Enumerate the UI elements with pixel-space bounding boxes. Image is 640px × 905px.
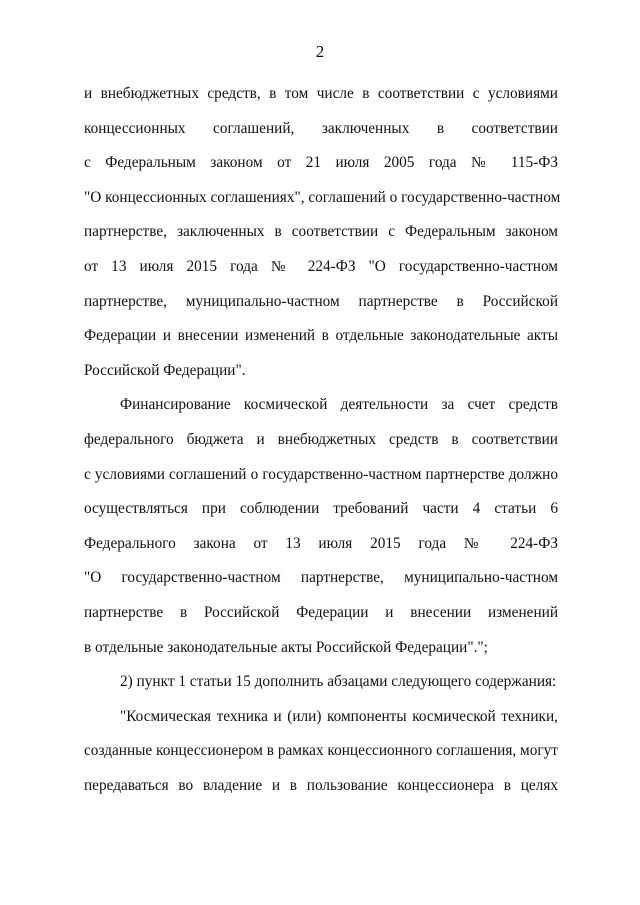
text-line: Федерации и внесении изменений в отдельные законодательные акты (84, 327, 558, 345)
text-line: созданные концессионером в рамках концессионного соглашения, могут (84, 742, 558, 760)
text-line: с условиями соглашений о государственно-частном партнерстве должно (84, 465, 558, 483)
text-line: концессионных соглашений, заключенных в соответствии (84, 119, 558, 137)
text-line: передаваться во владение и в пользование концессионера в целях (84, 776, 558, 794)
text-line: партнерстве, муниципально-частном партнерстве в Российской (84, 292, 558, 310)
text-line: партнерстве в Российской Федерации и внесении изменений (84, 603, 558, 621)
text-line: Российской Федерации". (84, 361, 246, 379)
text-line: Федерального закона от 13 июля 2015 года № 224-ФЗ (84, 534, 558, 552)
text-line: федерального бюджета и внебюджетных средств в соответствии (84, 430, 558, 448)
paragraph-first-line: "Космическая техника и (или) компоненты космической техники, (120, 707, 558, 725)
text-line: с Федеральным законом от 21 июля 2005 года № 115-ФЗ (84, 154, 558, 172)
document-body (84, 84, 561, 810)
text-line: "О государственно-частном партнерстве, муниципально-частном (84, 569, 558, 587)
page-number: 2 (315, 42, 325, 61)
text-line: и внебюджетных средств, в том числе в соответствии с условиями (84, 85, 558, 102)
text-line: "О концессионных соглашениях", соглашений о государственно-частном (84, 188, 561, 206)
text-line: осуществляться при соблюдении требований части 4 статьи 6 (84, 500, 558, 518)
paragraph-first-line: 2) пункт 1 статьи 15 дополнить абзацами следующего содержания: (120, 673, 557, 691)
text-line: в отдельные законодательные акты Российской Федерации"."; (84, 638, 488, 656)
text-line: от 13 июля 2015 года № 224-ФЗ "О государственно-частном (84, 257, 558, 275)
paragraph-first-line: Финансирование космической деятельности за счет средств (120, 396, 558, 414)
text-line: партнерстве, заключенных в соответствии с Федеральным законом (84, 223, 558, 241)
